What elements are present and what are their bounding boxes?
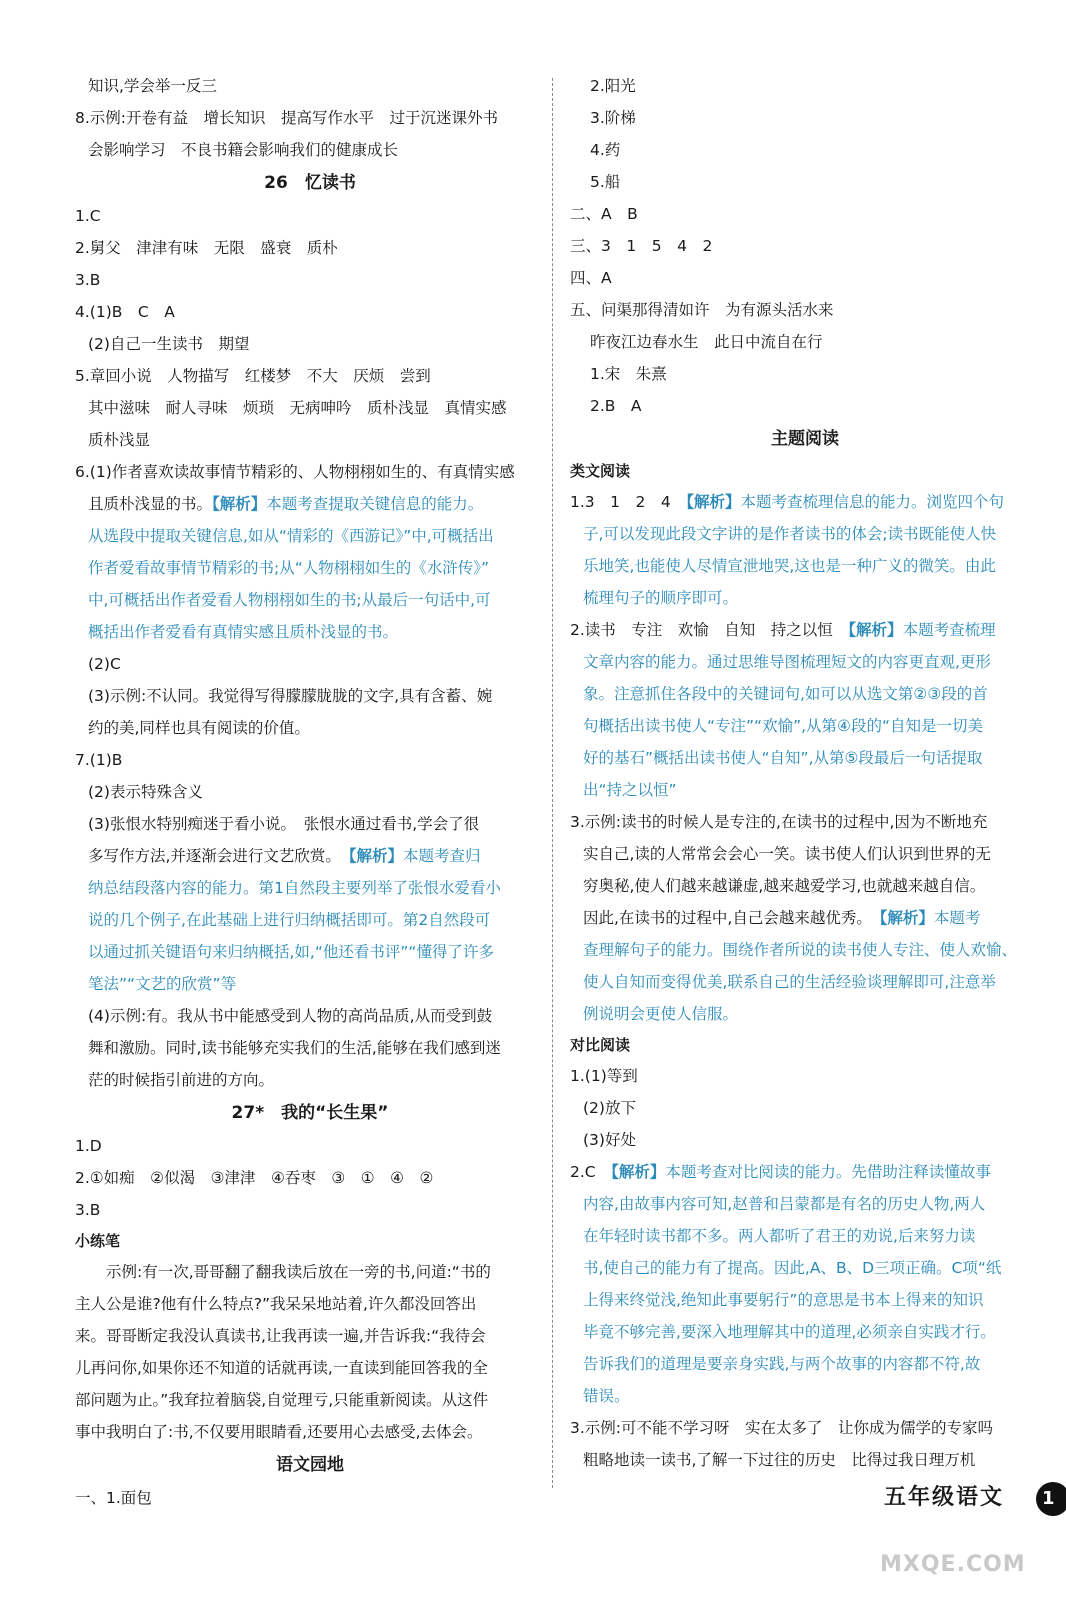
analysis-tag: 【解析】	[879, 909, 934, 927]
answer-line: 知识,学会举一反三	[88, 77, 217, 95]
answer-line: 书,使自己的能力有了提高。因此,A、B、D三项正确。C项“纸	[583, 1259, 1002, 1277]
answer-line: 一、1.面包	[75, 1489, 152, 1507]
subsection-heading: 小练笔	[75, 1232, 121, 1250]
answer-line: 上得来终觉浅,绝知此事要躬行”的意思是书本上得来的知识	[583, 1291, 984, 1309]
answer-line: 1.D	[75, 1137, 102, 1155]
answer-line: 昨夜江边春水生 此日中流自在行	[590, 333, 823, 351]
analysis-text: 本题考	[933, 909, 981, 927]
answer-line: 毕竟不够完善,要深入地理解其中的道理,必须亲自实践才行。	[583, 1323, 996, 1341]
watermark-text: MXQE.COM	[880, 1552, 1026, 1577]
answer-line: 出“持之以恒”	[583, 781, 677, 799]
answer-line: 在年轻时读书都不多。两人都听了君王的劝说,后来努力读	[583, 1227, 976, 1245]
answer-line: (3)张恨水特别痴迷于看小说。 张恨水通过看书,学会了很	[88, 815, 480, 833]
answer-line: 作者爱看故事情节精彩的书;从“人物栩栩如生的《水浒传》”	[88, 559, 490, 577]
answer-text: 2.读书 专注 欢愉 自知 持之以恒	[570, 621, 849, 639]
answer-text: 且质朴浅显的书。	[88, 495, 213, 513]
page-number-badge: 1	[1036, 1482, 1066, 1516]
answer-line: 1.宋 朱熹	[590, 365, 667, 383]
answer-line: 五、问渠那得清如许 为有源头活水来	[570, 301, 834, 319]
answer-line: 5.船	[590, 173, 621, 191]
answer-line: 事中我明白了:书,不仅要用眼睛看,还要用心去感受,去体会。	[75, 1423, 483, 1441]
answer-line: 2.①如痴 ②似渴 ③津津 ④吞枣 ③ ① ④ ②	[75, 1169, 434, 1187]
answer-line: 2.舅父 津津有味 无限 盛衰 质朴	[75, 239, 338, 257]
answer-line: 概括出作者爱看有真情实感且质朴浅显的书。	[88, 623, 399, 641]
subsection-heading: 类文阅读	[570, 462, 631, 480]
analysis-text: 本题考查提取关键信息的能力。	[266, 495, 484, 513]
analysis-tag: 【解析】	[686, 493, 741, 511]
answer-line: 四、A	[570, 269, 612, 287]
answer-line: 笔法”“文艺的欣赏”等	[88, 975, 237, 993]
analysis-tag: 【解析】	[212, 495, 267, 513]
page-footer	[884, 1480, 1066, 1520]
answer-line: (2)放下	[583, 1099, 636, 1117]
analysis-text: 本题考查归	[402, 847, 481, 865]
answer-line: 来。哥哥断定我没认真读书,让我再读一遍,并告诉我:“我待会	[75, 1327, 486, 1345]
answer-line	[570, 1156, 1040, 1188]
answer-line: 约的美,同样也具有阅读的价值。	[88, 719, 310, 737]
answer-line	[75, 840, 545, 872]
answer-line: 说的几个例子,在此基础上进行归纳概括即可。第2自然段可	[88, 911, 491, 929]
section-title: 主题阅读	[771, 429, 839, 449]
section-title: 语文园地	[276, 1455, 344, 1475]
answer-line: 象。注意抓住各段中的关键词句,如可以从选文第②③段的首	[583, 685, 988, 703]
answer-line: 3.B	[75, 1201, 101, 1219]
answer-line: 子,可以发现此段文字讲的是作者读书的体会;读书既能使人快	[583, 525, 997, 543]
answer-line: 文章内容的能力。通过思维导图梳理短文的内容更直观,更形	[583, 653, 991, 671]
answer-line: 纳总结段落内容的能力。第1自然段主要列举了张恨水爱看小	[88, 879, 501, 897]
answer-text: 多写作方法,并逐渐会进行文艺欣赏。	[88, 847, 349, 865]
answer-line: (2)表示特殊含义	[88, 783, 203, 801]
answer-line: 使人自知而变得优美,联系自己的生活经验谈理解即可,注意举	[583, 973, 996, 991]
answer-line: 乐地笑,也能使人尽情宣泄地哭,这也是一种广义的微笑。由此	[583, 557, 996, 575]
answer-line: 3.阶梯	[590, 109, 636, 127]
answer-line: 1.(1)等到	[570, 1067, 638, 1085]
answer-line: (3)好处	[583, 1131, 636, 1149]
answer-line: 穷奥秘,使人们越来越谦虚,越来越爱学习,也就越来越自信。	[583, 877, 986, 895]
answer-line: 内容,由故事内容可知,赵普和吕蒙都是有名的历史人物,两人	[583, 1195, 986, 1213]
analysis-tag: 【解析】	[848, 621, 903, 639]
footer-subject-label: 五年级语文	[884, 1485, 1005, 1510]
answer-text: 因此,在读书的过程中,自己会越来越优秀。	[583, 909, 880, 927]
answer-line: (2)C	[88, 655, 121, 673]
answer-line: 粗略地读一读书,了解一下过往的历史 比得过我日理万机	[583, 1451, 976, 1469]
answer-line: 实自己,读的人常常会会心一笑。读书使人们认识到世界的无	[583, 845, 991, 863]
answer-line: 质朴浅显	[88, 431, 151, 449]
section-title: 27* 我的“长生果”	[231, 1103, 389, 1123]
answer-line: 例说明会更使人信服。	[583, 1005, 739, 1023]
answer-line: 1.C	[75, 207, 101, 225]
left-column	[75, 70, 545, 1514]
answer-line: 从选段中提取关键信息,如从“情彩的《西游记》”中,可概括出	[88, 527, 494, 545]
answer-line: 部问题为止。”我耷拉着脑袋,自觉理亏,只能重新阅读。从这件	[75, 1391, 489, 1409]
analysis-text: 本题考查梳理	[902, 621, 996, 639]
answer-line: 二、A B	[570, 205, 638, 223]
answer-line: 3.示例:读书的时候人是专注的,在读书的过程中,因为不断地充	[570, 813, 988, 831]
answer-line: 5.章回小说 人物描写 红楼梦 不大 厌烦 尝到	[75, 367, 431, 385]
answer-line: (4)示例:有。我从书中能感受到人物的高尚品质,从而受到鼓	[88, 1007, 493, 1025]
answer-line: 7.(1)B	[75, 751, 123, 769]
column-divider	[552, 78, 553, 1488]
answer-line: 4.(1)B C A	[75, 303, 175, 321]
analysis-tag: 【解析】	[611, 1163, 666, 1181]
answer-line: 主人公是谁?他有什么特点?”我呆呆地站着,许久都没回答出	[75, 1295, 477, 1313]
answer-line: 4.药	[590, 141, 621, 159]
analysis-tag: 【解析】	[348, 847, 403, 865]
answer-line: 以通过抓关键语句来归纳概括,如,“他还看书评”“懂得了许多	[88, 943, 494, 961]
answer-line: 8.示例:开卷有益 增长知识 提高写作水平 过于沉迷课外书	[75, 109, 499, 127]
analysis-text: 本题考查梳理信息的能力。浏览四个句	[740, 493, 1005, 511]
answer-line: 告诉我们的道理是要亲身实践,与两个故事的内容都不符,故	[583, 1355, 981, 1373]
answer-line: (3)示例:不认同。我觉得写得朦朦胧胧的文字,具有含蓄、婉	[88, 687, 493, 705]
answer-line: 儿再问你,如果你还不知道的话就再读,一直读到能回答我的全	[75, 1359, 488, 1377]
answer-line: (2)自己一生读书 期望	[88, 335, 250, 353]
answer-line: 错误。	[583, 1387, 630, 1405]
answer-line: 梳理句子的顺序即可。	[583, 589, 739, 607]
answer-line	[570, 486, 1040, 518]
answer-line: 好的基石”概括出读书使人“自知”,从第⑤段最后一句话提取	[583, 749, 983, 767]
answer-text: 1.3 1 2 4	[570, 493, 687, 511]
answer-line: 2.B A	[590, 397, 642, 415]
answer-line: 3.B	[75, 271, 101, 289]
answer-line: 2.阳光	[590, 77, 636, 95]
analysis-text: 本题考查对比阅读的能力。先借助注释读懂故事	[665, 1163, 991, 1181]
answer-line: 6.(1)作者喜欢读故事情节精彩的、人物栩栩如生的、有真情实感	[75, 463, 515, 481]
answer-line	[570, 614, 1040, 646]
answer-line: 句概括出读书使人“专注”“欢愉”,从第④段的“自知是一切美	[583, 717, 983, 735]
answer-line	[75, 488, 545, 520]
answer-line: 查理解句子的能力。围绕作者所说的读书使人专注、使人欢愉、	[583, 941, 1018, 959]
answer-line: 舞和激励。同时,读书能够充实我们的生活,能够在我们感到迷	[88, 1039, 501, 1057]
answer-line: 中,可概括出作者爱看人物栩栩如生的书;从最后一句话中,可	[88, 591, 491, 609]
answer-text: 2.C	[570, 1163, 612, 1181]
answer-line: 其中滋味 耐人寻味 烦琐 无病呻吟 质朴浅显 真情实感	[88, 399, 507, 417]
subsection-heading: 对比阅读	[570, 1036, 631, 1054]
right-column	[570, 70, 1040, 1476]
answer-line: 会影响学习 不良书籍会影响我们的健康成长	[88, 141, 399, 159]
answer-line: 茫的时候指引前进的方向。	[88, 1071, 275, 1089]
answer-line: 示例:有一次,哥哥翻了翻我读后放在一旁的书,问道:“书的	[106, 1263, 491, 1281]
section-title: 26 忆读书	[264, 173, 356, 193]
answer-line: 三、3 1 5 4 2	[570, 237, 713, 255]
answer-line	[570, 902, 1040, 934]
answer-line: 3.示例:可不能不学习呀 实在太多了 让你成为儒学的专家吗	[570, 1419, 994, 1437]
